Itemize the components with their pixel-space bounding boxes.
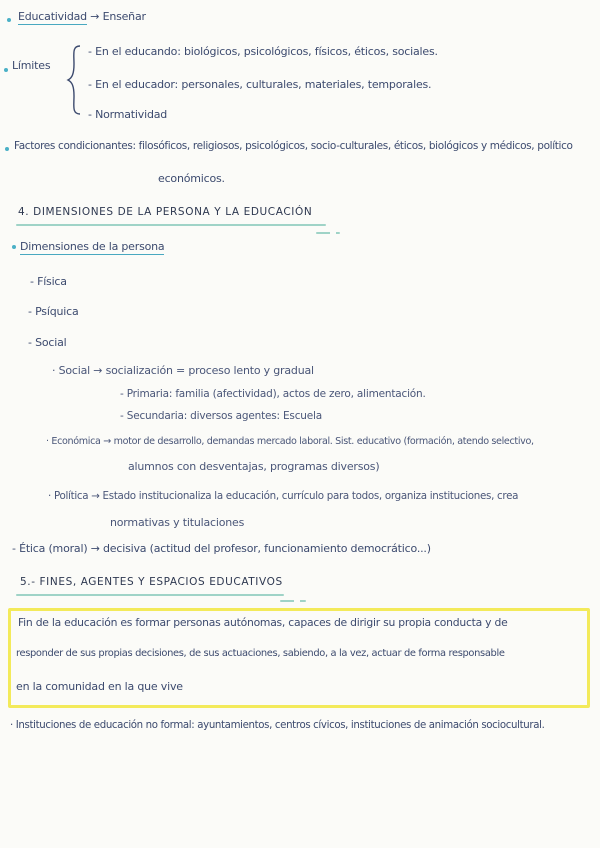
economica-line: alumnos con desventajas, programas diversos)	[128, 460, 380, 473]
economica-line: · Económica → motor de desarrollo, demandas mercado laboral. Sist. educativo (formación, atendo selectivo,	[46, 436, 534, 447]
section-underline	[316, 232, 340, 234]
limites-item: - En el educador: personales, culturales, materiales, temporales.	[88, 78, 432, 91]
fin-line: en la comunidad en la que vive	[16, 680, 183, 693]
limites-label: Límites	[12, 59, 51, 72]
factores-line: económicos.	[158, 172, 225, 185]
limites-item: - En el educando: biológicos, psicológicos, físicos, éticos, sociales.	[88, 45, 438, 58]
instituciones-line: · Instituciones de educación no formal: ayuntamientos, centros cívicos, instituciones de animación sociocultural.	[10, 720, 545, 731]
factores-line: Factores condicionantes: filosóficos, religiosos, psicológicos, socio-culturales, éticos, biológicos y médicos, político	[14, 140, 573, 152]
ensenar-term: Enseñar	[102, 10, 146, 23]
politica-line: normativas y titulaciones	[110, 516, 245, 529]
bullet-dot	[7, 18, 11, 22]
social-sub-item: - Secundaria: diversos agentes: Escuela	[120, 410, 322, 422]
bullet-dot	[12, 245, 16, 249]
section-underline	[16, 594, 284, 596]
fin-line: Fin de la educación es formar personas autónomas, capaces de dirigir su propia conducta y de	[18, 616, 508, 629]
dimensiones-title-text: Dimensiones de la persona	[20, 240, 165, 253]
fin-line: responder de sus propias decisiones, de sus actuaciones, sabiendo, a la vez, actuar de forma responsable	[16, 648, 505, 659]
limites-item: - Normatividad	[88, 108, 168, 121]
section-underline	[280, 600, 306, 602]
arrow: →	[90, 10, 100, 23]
social-sub-item: - Primaria: familia (afectividad), actos de zero, alimentación.	[120, 388, 426, 400]
psiquica-item: - Psíquica	[28, 305, 79, 318]
dimensiones-title	[20, 240, 164, 253]
social-sub-item: · Social → socialización = proceso lento y gradual	[52, 364, 314, 377]
politica-line: · Política → Estado institucionaliza la educación, currículo para todos, organiza instituciones, crea	[48, 490, 519, 502]
fisica-item: - Física	[30, 275, 67, 288]
etica-item: - Ética (moral) → decisiva (actitud del profesor, funcionamiento democrático...)	[12, 542, 431, 555]
social-item: - Social	[28, 336, 67, 349]
section-5-title: 5.- FINES, AGENTES Y ESPACIOS EDUCATIVOS	[20, 576, 283, 588]
bullet-dot	[4, 68, 8, 72]
bullet-dot	[5, 147, 9, 151]
section-4-title: 4. DIMENSIONES DE LA PERSONA Y LA EDUCACIÓN	[18, 206, 313, 218]
section-underline	[16, 224, 326, 226]
educatividad-term: Educatividad	[18, 10, 87, 23]
educatividad-line	[18, 10, 146, 23]
curly-brace-icon	[66, 44, 84, 116]
